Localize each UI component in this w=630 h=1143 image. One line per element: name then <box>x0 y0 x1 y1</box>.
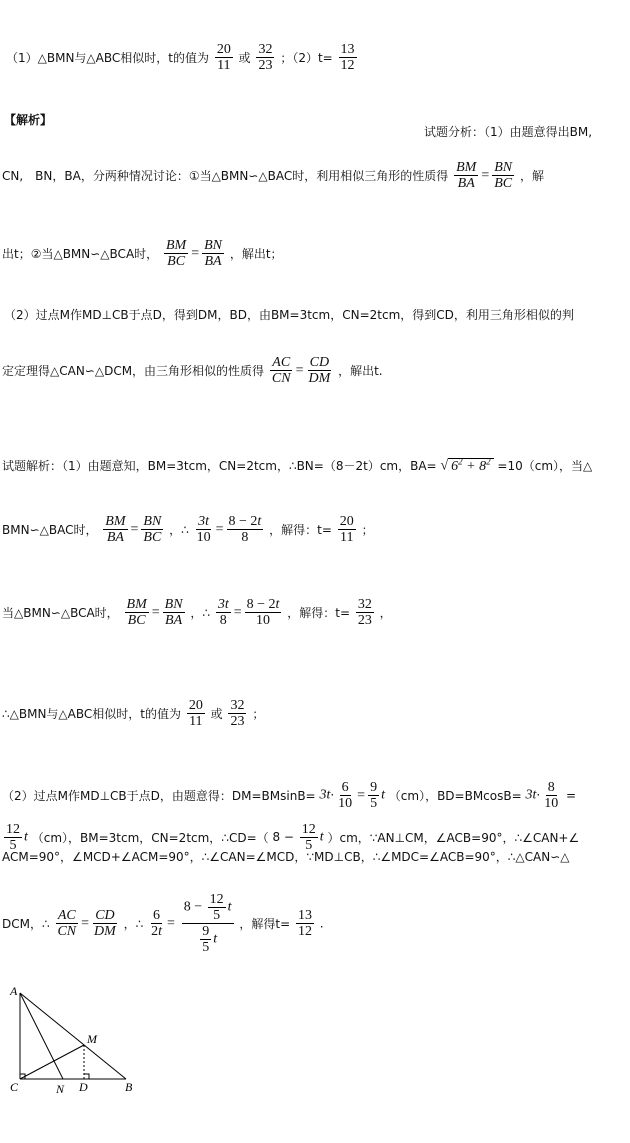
fraction-bn-ba: $\frac{BN}{BA}$ <box>204 238 222 269</box>
answer-line <box>6 42 630 82</box>
label-m: M <box>87 1032 97 1046</box>
fraction-cd-dm: $\frac{CD}{DM}$ <box>308 355 331 386</box>
solution-line-4: ∴△BMN与△ABC相似时，t的值为 $\frac{20}{11}$ 或 $\frac{32}{23}$ ； <box>2 698 265 729</box>
solution-line-3: 当△BMN∽△BCA时， $\frac{BM}{BC}$ = $\frac{BN}{BA}$ ，∴ $\frac{3t}{8}$ = $\frac{8 - 2t}{10}$ ，解得：t= $\frac{32}{23}$ ， <box>2 597 392 628</box>
label-c: C <box>10 1080 19 1094</box>
answer-part2-text: ；（2）t= <box>280 51 333 65</box>
fraction-bn-bc: $\frac{BN}{BC}$ <box>494 160 513 191</box>
right-angle-d <box>84 1074 89 1079</box>
answer-part1-text: （1）△BMN与△ABC相似时，t的值为 <box>6 51 209 65</box>
solution-line-8: DCM，∴ $\frac{AC}{CN}$ = $\frac{CD}{DM}$ ，∴ $\frac{6}{2t}$ = 8 − $\frac{12}{5}$ t $\frac{9}{5}$ t ，解得t= $\frac{13}{12}$ . <box>2 892 324 955</box>
triangle-figure <box>6 985 156 1100</box>
label-b: B <box>125 1080 133 1094</box>
or-text: 或 <box>238 51 251 65</box>
sqrt-6sq-8sq: √ $6^2 + 8^2$ <box>440 456 493 475</box>
analysis-intro: 试题分析：（1）由题意得出BM, <box>424 125 593 139</box>
segment-an <box>20 993 63 1079</box>
label-d: D <box>79 1080 88 1094</box>
solution-line-1: 试题解析：（1）由题意知，BM=3tcm，CN=2tcm，∴BN=（8－2t）cm，BA= √ $6^2 + 8^2 =10(cm)$，当△ <box>2 456 593 474</box>
solution-line-7: ACM=90°，∠MCD+∠ACM=90°，∴∠CAN=∠MCD，∵MD⊥CB，∴∠MDC=∠ACB=90°，∴△CAN∽△ <box>2 850 570 864</box>
solution-line-2: BMN∽△BAC时， $\frac{BM}{BA}$ = $\frac{BN}{BC}$ ，∴ $\frac{3t}{10}$ = $\frac{8 - 2t}{8}$ ，解得：t= $\frac{20}{11}$ ； <box>2 514 374 545</box>
label-n: N <box>56 1082 65 1096</box>
analysis-heading-line <box>4 111 630 151</box>
analysis-line-3: 出t；②当△BMN∽△BCA时， $\frac{BM}{BC}$ = $\frac{BN}{BA}$ ，解出t； <box>2 238 283 269</box>
analysis-heading: 【解析】 <box>4 113 53 127</box>
solution-line-5: （2）过点M作MD⊥CB于点D，由题意得：DM=BMsinB= 3t· $\frac{6}{10}$ = $\frac{9}{5}$ t （cm），BD=BMcosB= 3t· $\frac{8}{10}$ = <box>2 780 577 811</box>
complex-fraction: 8 − $\frac{12}{5}$ t $\frac{9}{5}$ t <box>183 892 232 955</box>
fraction-bm-ba: $\frac{BM}{BA}$ <box>456 160 477 191</box>
fraction-20-11: $\frac{20}{11}$ <box>216 42 231 73</box>
fraction-ac-cn: $\frac{AC}{CN}$ <box>271 355 291 386</box>
analysis-line-5: 定定理得△CAN∽△DCM，由三角形相似的性质得 $\frac{AC}{CN}$ = $\frac{CD}{DM}$ ，解出t. <box>2 355 383 386</box>
side-ab <box>20 993 126 1079</box>
fraction-32-23: $\frac{32}{23}$ <box>258 42 273 73</box>
fraction-bm-bc: $\frac{BM}{BC}$ <box>165 238 187 269</box>
analysis-line-4: （2）过点M作MD⊥CB于点D，得到DM，BD，由BM=3tcm，CN=2tcm，得到CD，利用三角形相似的判 <box>4 308 574 322</box>
analysis-line-2: CN, BN，BA，分两种情况讨论：①当△BMN∽△BAC时，利用相似三角形的性质得 $\frac{BM}{BA}$ = $\frac{BN}{BC}$ ，解 <box>2 160 544 191</box>
solution-line-6: $\frac{12}{5}$ t （cm），BM=3tcm，CN=2tcm，∴CD=（ 8 − $\frac{12}{5}$ t ）cm，∵AN⊥CM，∠ACB=90°，∴∠CAN+∠ <box>6 822 580 853</box>
segment-cm <box>20 1045 84 1079</box>
fraction-13-12: $\frac{13}{12}$ <box>340 42 355 73</box>
label-a: A <box>10 985 18 998</box>
